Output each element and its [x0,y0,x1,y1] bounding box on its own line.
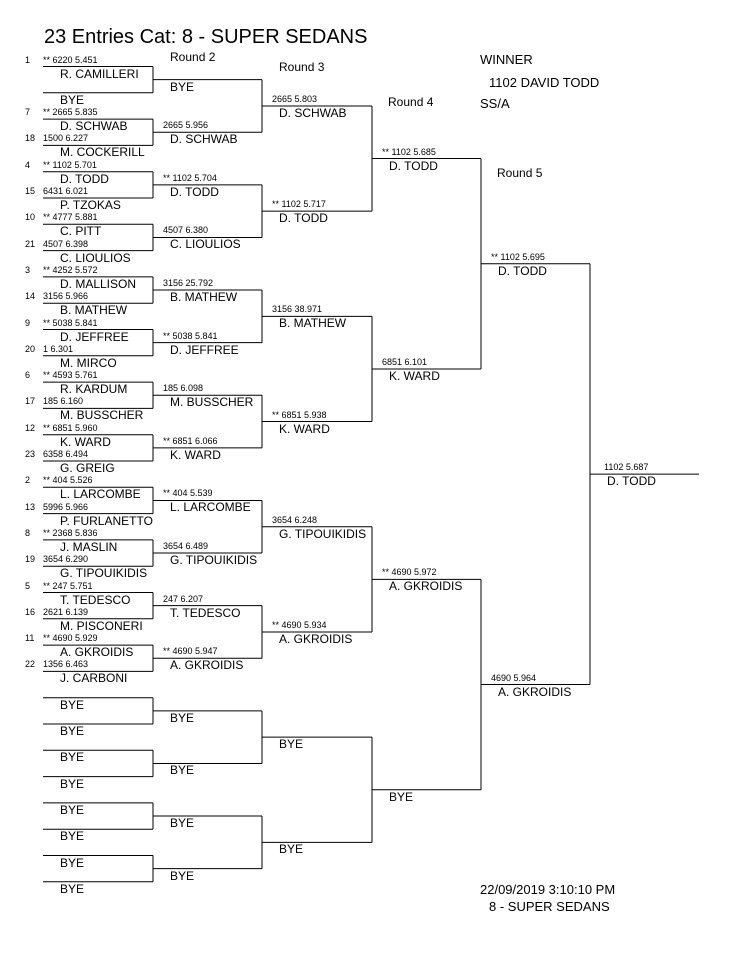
winner-class: SS/A [480,96,510,111]
entry-stats: ** 4690 5.972 [382,567,437,578]
entry-name: P. TZOKAS [60,198,121,212]
entry-name: A. GKROIDIS [498,684,572,699]
entry-name: BYE [389,789,414,804]
seed-number: 14 [25,291,36,302]
seed-number: 2 [25,475,31,486]
entry-stats: ** 404 5.526 [43,475,93,486]
entry-name: G. GREIG [60,461,115,475]
seed-number: 13 [25,501,36,512]
entry-name: C. LIOULIOS [60,250,131,265]
entry-stats: ** 6851 6.066 [163,435,218,446]
entry-name: B. MATHEW [279,316,347,331]
entry-name: T. TEDESCO [170,605,241,620]
entry-name: B. MATHEW [60,303,128,318]
round-5-heading: Round 5 [497,166,543,180]
seed-number: 16 [25,606,36,617]
entry-stats: ** 5038 5.841 [43,317,98,328]
entry-stats: 5996 5.966 [43,501,89,512]
entry-stats: 2621 6.139 [43,606,89,617]
entry-stats: 1500 6.227 [43,133,89,144]
entry-name: K. WARD [170,447,221,462]
entry-name: R. KARDUM [60,382,128,397]
seed-number: 19 [25,554,36,565]
entry-name: P. FURLANETTO [60,513,153,528]
entry-name: BYE [60,697,85,712]
page-title: 23 Entries Cat: 8 - SUPER SEDANS [44,26,368,48]
seed-number: 1 [25,54,31,65]
entry-stats: 4690 5.964 [491,672,537,683]
entry-name: R. CAMILLERI [60,66,139,81]
entry-name: T. TEDESCO [60,592,131,607]
entry-name: L. LARCOMBE [170,500,251,515]
entry-stats: 6431 6.021 [43,186,89,196]
entry-stats: 4507 6.380 [163,225,209,236]
seed-number: 10 [25,212,36,223]
entry-name: K. WARD [389,368,440,383]
winner-name: 1102 DAVID TODD [489,75,600,90]
seed-number: 4 [25,159,31,170]
entry-stats: 1 6.301 [43,343,74,354]
entry-stats: ** 4252 5.572 [43,264,98,275]
entry-name: A. GKROIDIS [389,579,463,594]
seed-number: 15 [25,186,36,196]
entry-name: D. SCHWAB [279,105,347,120]
entry-name: M. COCKERILL [60,145,145,160]
entry-name: BYE [60,776,85,791]
entry-stats: 4507 6.398 [43,238,89,249]
entry-stats: ** 4593 5.761 [43,370,98,381]
entry-stats: ** 247 5.751 [43,580,93,591]
entry-name: BYE [170,710,195,725]
entry-name: BYE [279,737,304,752]
final-winner-name: D. TODD [607,474,656,489]
entry-name: M. BUSSCHER [60,408,144,423]
entry-name: K. WARD [279,421,330,436]
entry-stats: ** 4690 5.929 [43,633,98,644]
entry-stats: ** 2665 5.835 [43,107,98,118]
entry-name: D. SCHWAB [60,119,128,134]
seed-number: 3 [25,264,31,275]
entry-name: D. TODD [498,263,547,278]
entry-name: BYE [170,868,195,883]
round-4-heading: Round 4 [388,95,434,109]
entry-stats: 3156 38.971 [272,304,323,315]
entry-stats: ** 6851 5.960 [43,422,98,433]
seed-number: 18 [25,133,36,144]
entry-name: BYE [170,79,195,94]
seed-number: 8 [25,527,31,538]
entry-name: L. LARCOMBE [60,487,141,502]
entry-name: K. WARD [60,434,111,449]
entry-stats: 3654 6.489 [163,541,209,552]
entry-stats: ** 4777 5.881 [43,212,98,223]
entry-name: D. TODD [279,211,328,226]
entry-name: BYE [60,802,85,817]
round-3-heading: Round 3 [279,60,325,74]
entry-name: BYE [60,92,85,107]
entry-name: BYE [279,842,304,857]
entry-name: A. GKROIDIS [170,658,244,673]
entry-stats: ** 1102 5.717 [272,199,326,210]
entry-stats: ** 6220 5.451 [43,54,98,65]
entry-name: D. TODD [389,158,438,173]
seed-number: 22 [25,659,36,670]
entry-stats: 3156 5.966 [43,291,89,302]
entry-name: J. MASLIN [60,539,118,554]
entry-stats: 1356 6.463 [43,659,89,670]
entry-stats: ** 1102 5.704 [163,172,217,183]
seed-number: 7 [25,107,31,118]
entry-name: BYE [60,750,85,765]
seed-number: 6 [25,370,31,381]
entry-stats: 3654 6.248 [272,514,318,525]
entry-name: B. MATHEW [170,290,238,305]
round-2-heading: Round 2 [170,50,216,64]
entry-name: BYE [60,724,85,738]
entry-stats: ** 1102 5.695 [491,251,545,262]
seed-number: 21 [25,238,36,249]
footer-timestamp: 22/09/2019 3:10:10 PM [480,882,616,897]
entry-name: D. SCHWAB [170,132,238,147]
entry-name: M. BUSSCHER [170,395,254,410]
entry-stats: 6358 6.494 [43,449,89,459]
seed-number: 23 [25,449,36,459]
entry-name: A. GKROIDIS [279,631,353,646]
entry-stats: 185 6.098 [163,383,204,394]
entry-stats: ** 404 5.539 [163,488,213,499]
entry-stats: 185 6.160 [43,396,84,407]
seed-number: 11 [25,633,35,644]
entry-stats: ** 2368 5.836 [43,527,98,538]
entry-stats: 3156 25.792 [163,278,214,289]
entry-name: C. LIOULIOS [170,237,241,252]
seed-number: 12 [25,422,36,433]
entry-stats: ** 4690 5.947 [163,646,218,657]
entry-name: D. JEFFREE [170,342,239,357]
entry-stats: ** 1102 5.685 [382,146,436,157]
entry-name: G. TIPOUIKIDIS [60,566,148,581]
entry-name: BYE [170,763,195,778]
entry-stats: 3654 6.290 [43,554,89,565]
entry-name: BYE [170,816,195,831]
entry-stats: ** 4690 5.934 [272,619,327,630]
entry-name: A. GKROIDIS [60,645,134,660]
seed-number: 9 [25,317,31,328]
entry-stats: 2665 5.803 [272,93,318,104]
entry-name: BYE [60,881,85,896]
seed-number: 17 [25,396,36,407]
entry-stats: 6851 6.101 [382,356,428,367]
entry-name: G. TIPOUIKIDIS [279,526,367,541]
entry-name: D. JEFFREE [60,329,129,344]
entry-name: J. CARBONI [60,671,128,686]
entry-name: G. TIPOUIKIDIS [170,553,258,568]
entry-name: D. TODD [60,171,109,186]
entry-name: M. MIRCO [60,355,117,370]
entry-stats: ** 6851 5.938 [272,409,327,420]
final-stats: 1102 5.687 [604,462,649,473]
entry-stats: ** 1102 5.701 [43,159,97,170]
seed-number: 20 [25,343,36,354]
entry-name: M. PISCONERI [60,618,143,633]
entry-name: D. TODD [170,184,219,199]
winner-label: WINNER [480,52,533,67]
entry-name: D. MALLISON [60,276,137,291]
seed-number: 5 [25,580,31,591]
entry-stats: ** 5038 5.841 [163,330,218,341]
entry-stats: 2665 5.956 [163,120,209,131]
entry-name: BYE [60,829,85,844]
entry-stats: 247 6.207 [163,593,204,604]
footer-category: 8 - SUPER SEDANS [489,899,610,914]
entry-name: BYE [60,855,85,870]
entry-name: C. PITT [60,224,102,239]
